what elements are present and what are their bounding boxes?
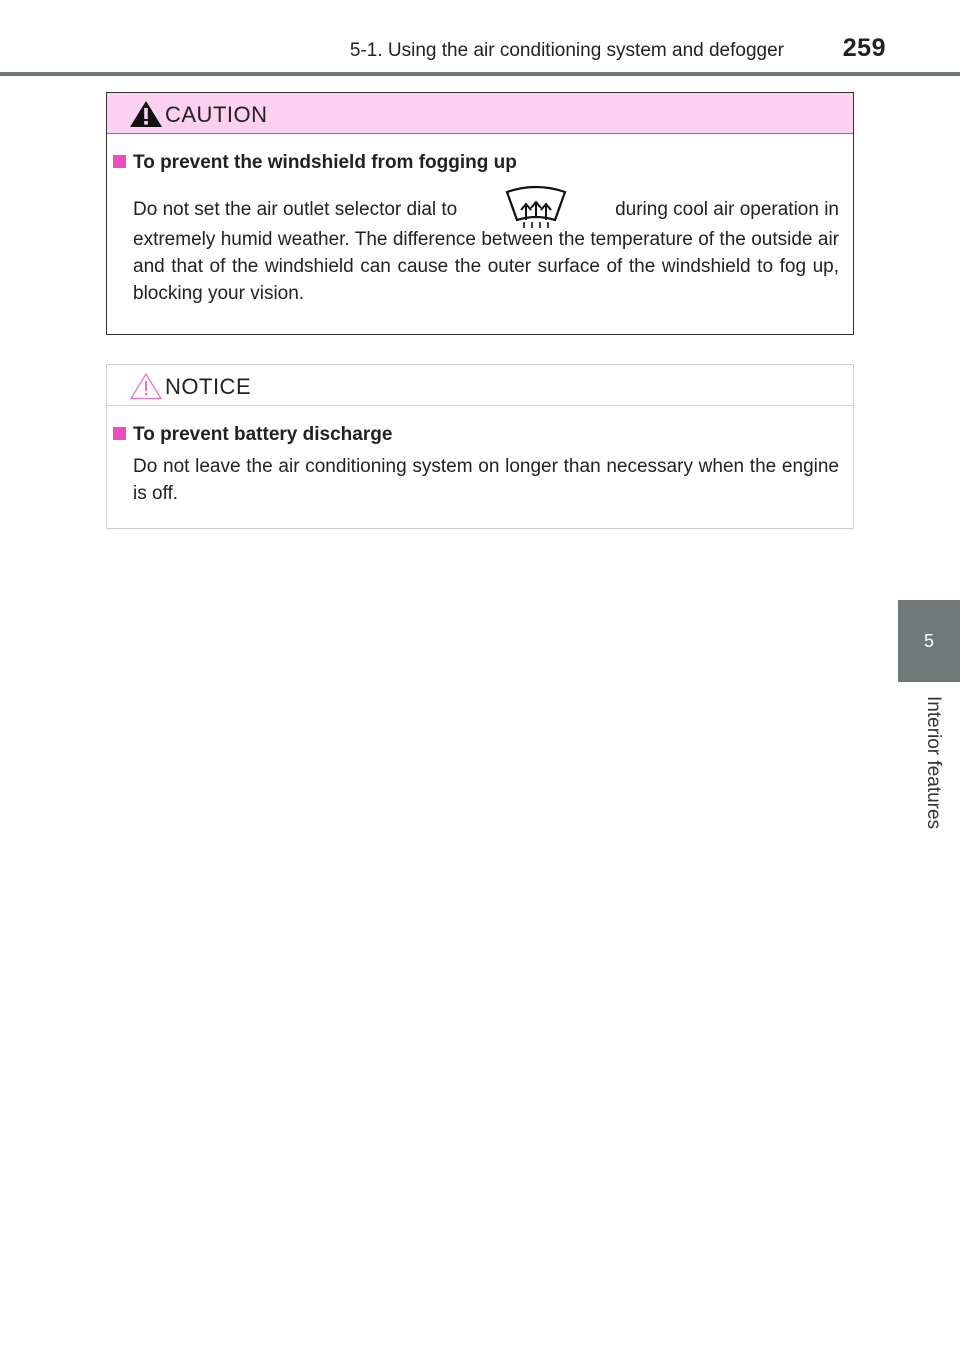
notice-heading (113, 423, 839, 447)
chapter-label: Interior features (923, 696, 944, 830)
notice-heading-text: To prevent battery discharge (133, 424, 393, 445)
caution-text-before-icon: Do not set the air outlet selector dial to (133, 198, 458, 220)
notice-body (113, 423, 839, 507)
caution-heading-text: To prevent the windshield from fogging up (133, 152, 517, 173)
page-number: 259 (842, 34, 886, 62)
caution-box (106, 92, 854, 335)
caution-text-rest: extremely humid weather. The difference between the temperature of the outside air and that of the windshield can cause the outer surface of the windshield to fog up, blocking your vision. (133, 229, 839, 304)
caution-paragraph (133, 192, 839, 307)
notice-header (107, 365, 853, 406)
chapter-number: 5 (923, 630, 934, 651)
notice-triangle-icon (129, 372, 163, 400)
notice-paragraph: Do not leave the air conditioning system on longer than necessary when the engine is off. (133, 456, 839, 504)
page-header (0, 0, 960, 76)
square-bullet-icon (113, 155, 126, 168)
caution-heading (113, 151, 839, 175)
caution-line-with-icon (133, 192, 839, 226)
windshield-defrost-icon (505, 184, 567, 228)
section-title: 5-1. Using the air conditioning system and defogger (349, 40, 784, 61)
chapter-tab (898, 600, 960, 682)
caution-text-after-icon: during cool air operation in (615, 198, 839, 220)
header-rule (0, 72, 960, 76)
notice-box (106, 364, 854, 529)
caution-title: CAUTION (165, 102, 268, 127)
caution-body (113, 151, 839, 307)
warning-triangle-icon (129, 100, 163, 128)
caution-header (107, 93, 853, 134)
notice-title: NOTICE (165, 374, 252, 399)
square-bullet-icon (113, 427, 126, 440)
